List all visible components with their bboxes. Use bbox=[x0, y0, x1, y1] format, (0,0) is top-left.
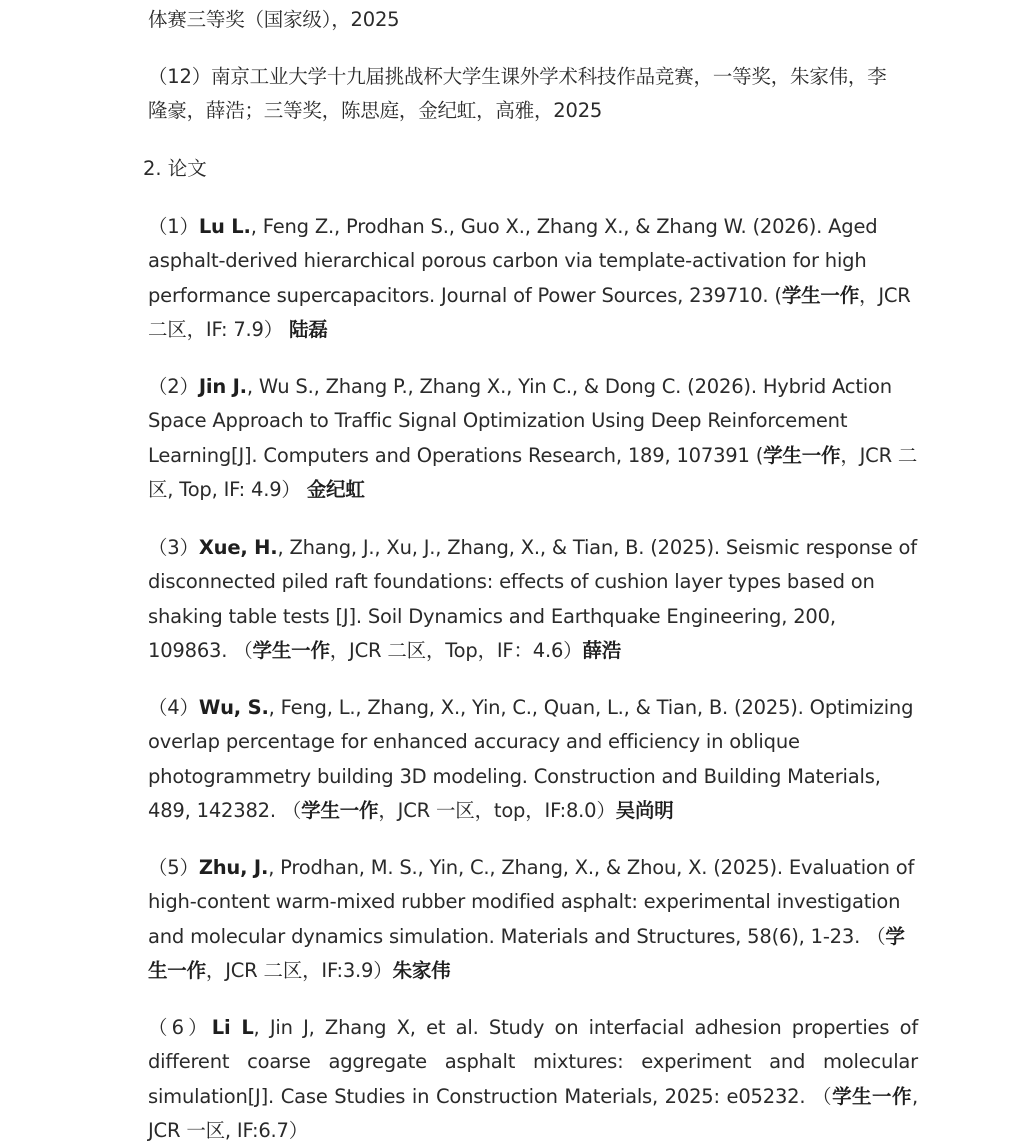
student-name: 金纪虹 bbox=[306, 477, 365, 501]
paper-first-author: Xue, H. bbox=[198, 536, 278, 559]
student-name: 吴尚明 bbox=[615, 798, 674, 822]
paper-journal-meta: ，JCR 二区, Top, IF: 4.9） bbox=[148, 443, 918, 501]
paper-first-author: Lu L. bbox=[198, 215, 251, 238]
student-first-author-tag: 学生一作 bbox=[148, 924, 905, 982]
student-first-author-tag: 学生一作 bbox=[763, 443, 841, 467]
paper-item-6 bbox=[148, 1011, 918, 1148]
paper-number: （6） bbox=[148, 1016, 212, 1039]
paper-first-author: Jin J. bbox=[198, 375, 247, 398]
paper-number: （1） bbox=[148, 215, 199, 238]
paper-citation: , Jin J, Zhang X, et al. Study on interfacial adhesion properties of different coarse aggregate asphalt mixtures: experiment and molecular simulation[J]. Case Studies in Construction Materials, 2025: e05232. （ bbox=[148, 1016, 918, 1108]
paper-first-author: Li L bbox=[211, 1016, 254, 1039]
paper-item-3 bbox=[148, 531, 918, 668]
student-name: 陆磊 bbox=[289, 317, 328, 341]
paper-citation: , Wu S., Zhang P., Zhang X., Yin C., & Dong C. (2026). Hybrid Action Space Approach to Traffic Signal Optimization Using Deep Reinforcement Learning[J]. Computers and Operations Research, 189, 107391 ( bbox=[148, 375, 892, 467]
paper-journal-meta: ，JCR 二区，Top，IF：4.6） bbox=[329, 638, 583, 662]
award-text-line2: 隆豪，薛浩；三等奖，陈思庭，金纪虹，高雅，2025 bbox=[148, 99, 603, 123]
student-first-author-tag: 学生一作 bbox=[252, 638, 330, 662]
paper-journal-meta: , JCR 一区, IF:6.7） bbox=[148, 1084, 918, 1142]
paper-citation: , Prodhan, M. S., Yin, C., Zhang, X., & Zhou, X. (2025). Evaluation of high-content warm-mixed rubber modified asphalt: experimental investigation and molecular dynamics simulation. Materials and Structures, 58(6), 1-23. （ bbox=[148, 856, 915, 948]
paper-item-1 bbox=[148, 210, 918, 347]
paper-journal-meta: ，JCR 二区，IF: 7.9） bbox=[148, 283, 911, 341]
paper-number: （3） bbox=[148, 536, 199, 559]
award-item-11-tail bbox=[148, 3, 918, 37]
student-name: 朱家伟 bbox=[392, 958, 451, 982]
award-text-line1: （12）南京工业大学十九届挑战杯大学生课外学术科技作品竞赛，一等奖，朱家伟，李 bbox=[148, 65, 887, 88]
student-first-author-tag: 学生一作 bbox=[301, 798, 379, 822]
paper-item-5 bbox=[148, 851, 918, 988]
student-first-author-tag: 学生一作 bbox=[832, 1084, 912, 1108]
paper-number: （2） bbox=[148, 375, 199, 398]
papers-heading: 2. 论文 bbox=[143, 157, 207, 180]
paper-first-author: Wu, S. bbox=[198, 696, 269, 719]
paper-number: （4） bbox=[148, 696, 199, 719]
paper-number: （5） bbox=[148, 856, 199, 879]
paper-item-2 bbox=[148, 370, 918, 507]
paper-citation: , Zhang, J., Xu, J., Zhang, X., & Tian, B. (2025). Seismic response of disconnected piled raft foundations: effects of cushion layer types based on shaking table tests [J]. Soil Dynamics and Earthquake Engineering, 200, 109863. （ bbox=[148, 536, 917, 662]
paper-citation: , Feng, L., Zhang, X., Yin, C., Quan, L., & Tian, B. (2025). Optimizing overlap percentage for enhanced accuracy and efficiency in oblique photogrammetry building 3D modeling. Construction and Building Materials, 489, 142382. （ bbox=[148, 696, 914, 822]
paper-citation: , Feng Z., Prodhan S., Guo X., Zhang X., & Zhang W. (2026). Aged asphalt-derived hierarchical porous carbon via template-activation for high performance supercapacitors. Journal of Power Sources, 239710. ( bbox=[148, 215, 878, 307]
paper-journal-meta: ，JCR 二区，IF:3.9） bbox=[205, 958, 393, 982]
paper-journal-meta: ，JCR 一区，top，IF:8.0） bbox=[378, 798, 616, 822]
paper-first-author: Zhu, J. bbox=[198, 856, 269, 879]
award-text: 体赛三等奖（国家级），2025 bbox=[148, 8, 400, 31]
student-first-author-tag: 学生一作 bbox=[781, 283, 860, 307]
student-name: 薛浩 bbox=[582, 638, 622, 662]
paper-item-4 bbox=[148, 691, 918, 828]
award-item-12 bbox=[148, 60, 918, 129]
